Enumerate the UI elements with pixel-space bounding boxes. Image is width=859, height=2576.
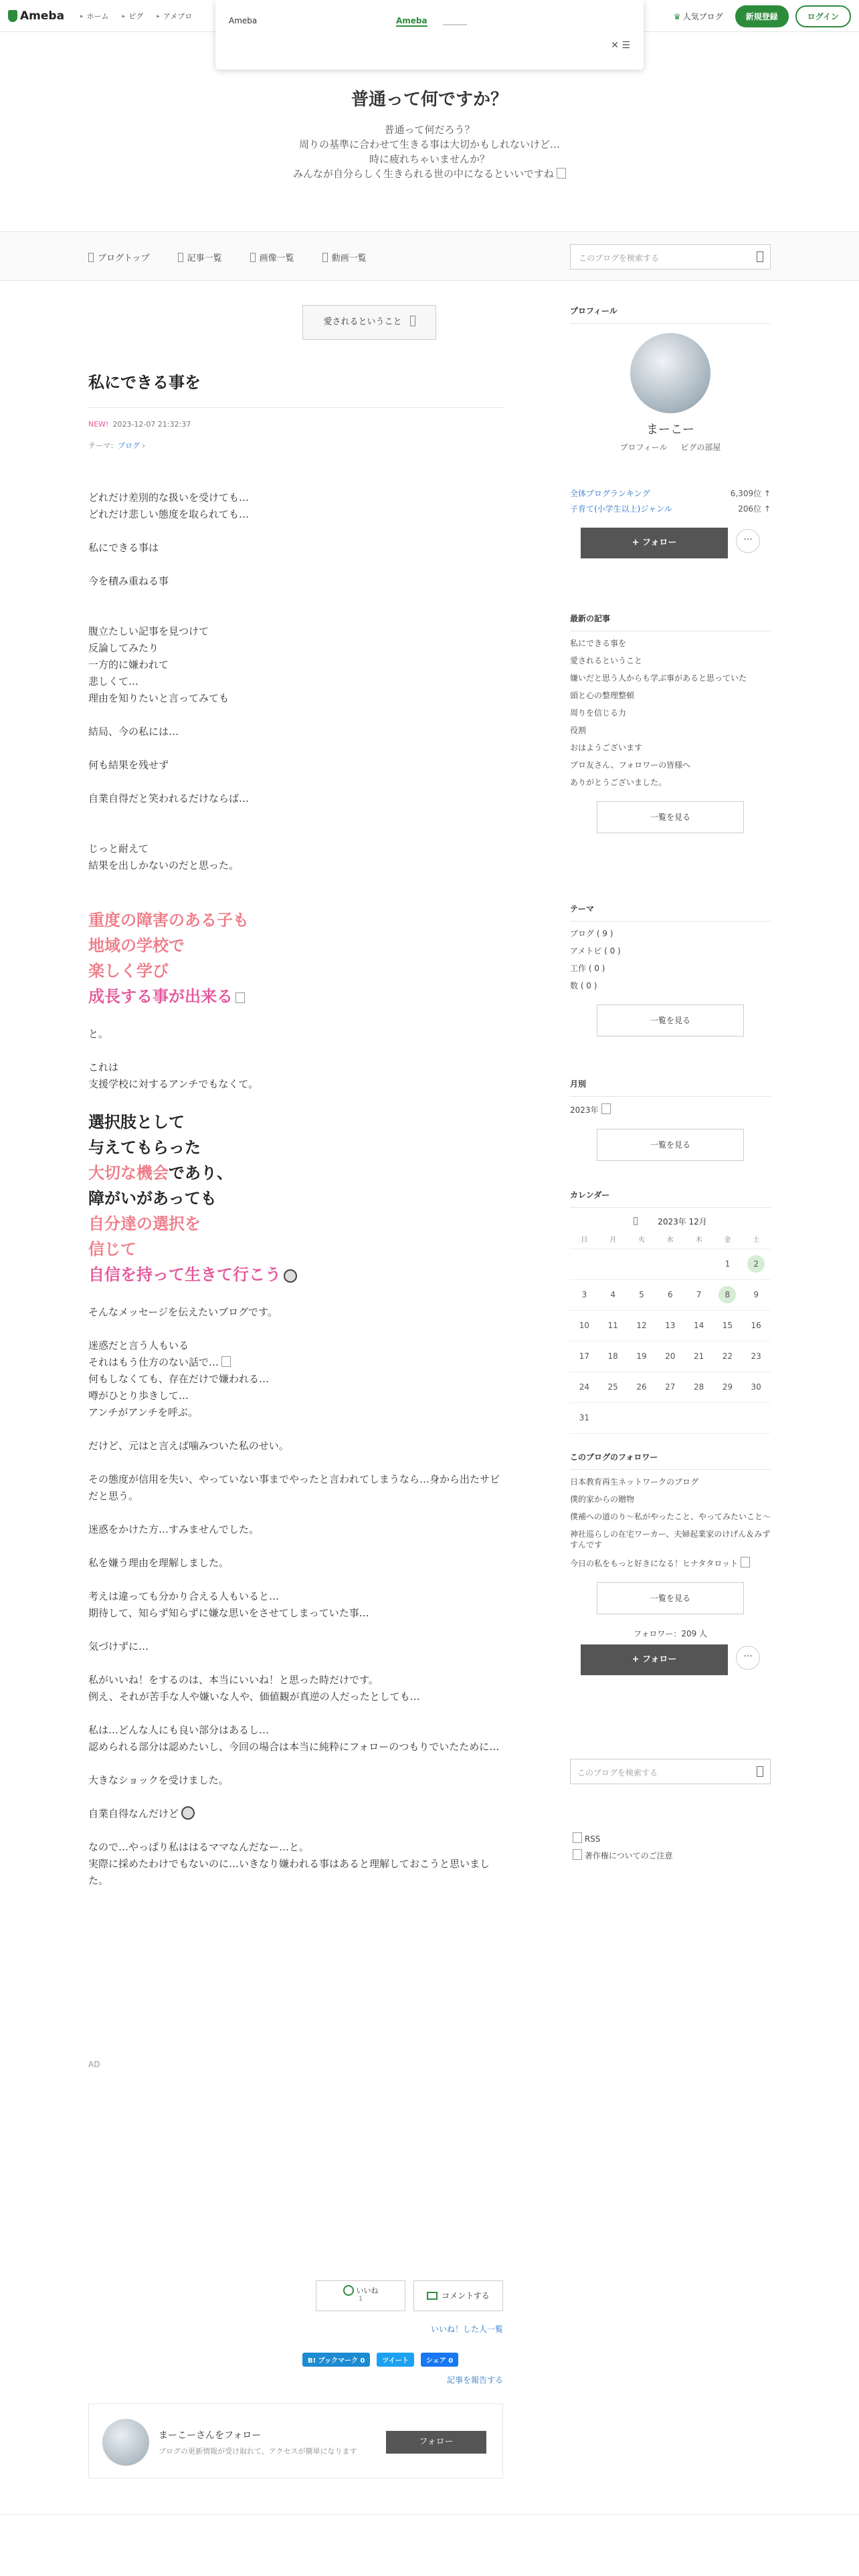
calendar-heading: カレンダー <box>570 1189 771 1208</box>
post-highlight-line: 自信を持って生きて行こう <box>88 1262 503 1287</box>
post-line: 理由を知りたいと言ってみても <box>88 692 229 704</box>
post-line: 結局、今の私には… <box>88 726 179 738</box>
post-line: 期待して、知らず知らずに嫌な思いをさせてしまっていた事… <box>88 1607 369 1619</box>
blog-description-line: 普通って何だろう？ <box>384 124 475 136</box>
theme-section <box>570 903 771 1037</box>
weekday: 水 <box>666 1237 674 1244</box>
post-line: じっと耐えて <box>88 843 149 855</box>
ameba-logo[interactable] <box>8 9 64 23</box>
close-icon[interactable]: ✕ ☰ <box>611 40 630 51</box>
tweet-button[interactable]: ツイート <box>377 2353 414 2367</box>
post-line: 腹立たしい記事を見つけて <box>88 625 209 637</box>
ranking-row <box>570 503 771 514</box>
post-line: 私は…どんな人にも良い部分はあるし… <box>88 1724 270 1736</box>
calendar-day: 14 <box>693 1321 704 1330</box>
post-theme-link[interactable]: ブログ <box>118 441 140 450</box>
like-list-link[interactable]: いいね！した人一覧 <box>430 2325 503 2334</box>
calendar-day: 20 <box>665 1352 676 1361</box>
dropdown-label: Ameba <box>229 16 258 25</box>
calendar-day <box>628 1249 656 1279</box>
top-right-actions <box>674 5 851 27</box>
report-article-link[interactable]: 記事を報告する <box>446 2375 503 2385</box>
rss-icon <box>573 1832 582 1843</box>
profile-links <box>570 441 771 453</box>
calendar-day: 23 <box>751 1352 761 1361</box>
blog-description-line: 周りの基準に合わせて生きる事は大切かもしれないけど… <box>298 138 560 150</box>
calendar-day: 24 <box>579 1382 590 1392</box>
calendar-day: 1 <box>725 1259 731 1269</box>
post-line: 実際に採めたわけでもないのに…いきなり嫌われる事はあると理解しておこうと思いました。 <box>88 1858 490 1887</box>
popular-label: 人気ブログ <box>682 12 723 21</box>
post-bold-line: 与えてもらった <box>88 1138 201 1157</box>
calendar-day: 18 <box>607 1352 618 1361</box>
subnav-images[interactable]: 画像一覧 <box>250 251 294 263</box>
weekday: 木 <box>695 1237 702 1244</box>
recent-post-link[interactable]: プロ友さん、フォロワーの皆様へ <box>570 760 691 770</box>
sidebar-follow-row <box>570 1644 771 1675</box>
post-line: 悲しくて… <box>88 675 139 687</box>
follow-card-subtitle: ブログの更新情報が受け取れて、アクセスが簡単になります <box>159 2447 357 2456</box>
calendar-day <box>599 1403 628 1433</box>
new-badge: NEW! <box>88 420 109 429</box>
calendar-week <box>570 1280 771 1311</box>
chevron-icon <box>601 1103 611 1114</box>
calendar-body <box>570 1249 771 1434</box>
follow-card-button[interactable]: フォロー <box>386 2431 486 2454</box>
recent-posts-section <box>570 613 771 833</box>
logo-text: Ameba <box>20 9 65 23</box>
calendar-day <box>599 1249 628 1279</box>
month-heading: 月別 <box>570 1078 771 1097</box>
calendar-day: 12 <box>636 1321 647 1330</box>
post-line: 私がいいね！をするのは、本当にいいね！と思った時だけです。 <box>88 1674 379 1686</box>
profile-heading: プロフィール <box>570 305 771 324</box>
post-bold-line: 選択肢として <box>88 1113 185 1132</box>
post-highlight-line: 地域の学校で <box>88 936 185 955</box>
post-line: 何も結果を残せず <box>88 759 169 771</box>
subnav-articles[interactable]: 記事一覧 <box>178 251 222 263</box>
dropdown-underline <box>443 24 467 25</box>
profile-link[interactable]: プロフィール <box>619 443 668 452</box>
post-theme: テーマ：ブログ › <box>88 441 145 450</box>
calendar-week <box>570 1311 771 1341</box>
calendar-day: 26 <box>636 1382 647 1392</box>
calendar-day <box>684 1403 713 1433</box>
post-line: 例え、それが苦手な人や嫌いな人や、価値観が真逆の人だったとしても… <box>88 1691 420 1703</box>
top-nav-pigg[interactable]: ▶ ピグ <box>122 11 144 21</box>
post-line: 私を嫌う理由を理解しました。 <box>88 1557 229 1569</box>
recent-post-link[interactable]: 愛されるということ <box>570 656 643 665</box>
weekday: 日 <box>581 1237 588 1244</box>
theme-link[interactable]: ブログ ( 9 ) <box>570 929 613 938</box>
recent-post-link[interactable]: 私にできる事を <box>570 639 627 648</box>
footer-divider <box>0 2514 859 2515</box>
author-avatar[interactable] <box>102 2419 149 2466</box>
calendar-day: 9 <box>753 1290 759 1299</box>
more-icon[interactable]: ··· <box>736 1646 760 1670</box>
monthly-section <box>570 1078 771 1161</box>
rss-link[interactable]: RSS <box>570 1832 771 1844</box>
post-line: どれだけ差別的な扱いを受けても… <box>88 492 250 504</box>
calendar-day: 31 <box>579 1413 590 1422</box>
post-line: 反論してみたり <box>88 642 159 654</box>
post-highlight-line: 重度の障害のある子も <box>88 911 249 930</box>
post-line: 迷惑だと言う人もいる <box>88 1339 189 1352</box>
post-highlight-line: 信じて <box>88 1240 136 1259</box>
post-line: 迷惑をかけた方…すみませんでした。 <box>88 1523 260 1535</box>
post-body <box>88 490 503 1889</box>
post-line: 噂がひとり歩きして… <box>88 1390 189 1402</box>
month-link[interactable]: 2023年 <box>570 1103 771 1115</box>
calendar-title: 2023年 12月 <box>570 1216 771 1227</box>
follow-card-title: まーこーさんをフォロー <box>159 2430 262 2441</box>
post-line: 私にできる事は <box>88 542 159 554</box>
post-line: 結果を出しかないのだと思った。 <box>88 859 240 871</box>
calendar-week <box>570 1403 771 1434</box>
calendar-day: 16 <box>751 1321 761 1330</box>
broken-image-icon <box>221 1356 231 1367</box>
calendar-day: 6 <box>667 1290 673 1299</box>
recent-post-link[interactable]: ありがとうございました。 <box>570 778 667 787</box>
follower-count: フォロワー：209 人 <box>633 1629 708 1638</box>
followers-heading: このブログのフォロワー <box>570 1451 771 1470</box>
reaction-buttons <box>316 2280 503 2311</box>
list-icon <box>178 253 183 262</box>
calendar-day <box>656 1249 684 1279</box>
top-nav-home[interactable]: ▶ ホーム <box>80 11 109 21</box>
comment-button[interactable]: コメントする <box>413 2280 503 2311</box>
calendar-week <box>570 1249 771 1280</box>
sidebar-search <box>570 1759 771 1784</box>
post-line: 支援学校に対するアンチでもなくて。 <box>88 1078 259 1090</box>
broken-image-icon <box>557 168 566 179</box>
post-line: と。 <box>88 1028 109 1040</box>
post-line: どれだけ悲しい態度を取られても… <box>88 508 250 520</box>
calendar-day: 4 <box>610 1290 616 1299</box>
calendar-week <box>570 1372 771 1403</box>
video-icon <box>322 253 328 262</box>
ranking-value: 206位 ↑ <box>738 504 771 514</box>
ameba-logo-icon <box>8 10 17 22</box>
calendar-day[interactable]: 8 <box>713 1280 742 1310</box>
calendar-day: 15 <box>722 1321 733 1330</box>
ad-label: AD <box>88 2060 100 2069</box>
post-highlight-line: 自分達の選択を <box>88 1214 201 1233</box>
recent-heading: 最新の記事 <box>570 613 771 631</box>
calendar-day: 29 <box>722 1382 733 1392</box>
calendar-day: 25 <box>607 1382 618 1392</box>
login-button[interactable]: ログイン <box>795 5 851 27</box>
subnav-videos[interactable]: 動画一覧 <box>322 251 367 263</box>
calendar-day <box>570 1249 599 1279</box>
profile-avatar[interactable] <box>630 333 710 413</box>
follow-button[interactable]: + フォロー <box>581 1644 728 1675</box>
post-bold-line: 障がいがあっても <box>88 1189 217 1208</box>
blog-title[interactable]: 普通って何ですか？ <box>351 90 508 110</box>
more-icon[interactable]: ··· <box>736 529 760 553</box>
theme-more-button[interactable]: 一覧を見る <box>597 1004 744 1037</box>
follower-link[interactable]: 僕的家からの贈物 <box>570 1495 635 1504</box>
theme-link[interactable]: アメトピ ( 0 ) <box>570 946 621 956</box>
hatena-bookmark-button[interactable]: B! ブックマーク 0 <box>302 2353 370 2367</box>
smile-emoji-icon <box>284 1269 297 1283</box>
post-line: 自業自得だと笑われるだけならば… <box>88 792 250 804</box>
broken-image-icon <box>741 1557 750 1568</box>
facebook-share-button[interactable]: シェア 0 <box>421 2353 458 2367</box>
calendar-day <box>628 1403 656 1433</box>
post-line: 認められる部分は認めたいし、今回の場合は本当に純粋にフォローのつもりでいたために… <box>88 1741 500 1753</box>
calendar-day <box>713 1403 742 1433</box>
blog-description-line: みんなが自分らしく生きられる世の中になるといいですね <box>0 167 859 181</box>
follow-button[interactable]: + フォロー <box>581 528 728 558</box>
post-line: 考えは違っても分かり合える人もいると… <box>88 1590 280 1602</box>
ranking-label[interactable]: 全体ブログランキング <box>570 489 650 498</box>
blog-header <box>0 86 859 181</box>
recent-post-link[interactable]: おはようございます <box>570 743 643 752</box>
dropdown-panel <box>215 0 644 70</box>
like-button[interactable]: いいね 1 <box>316 2280 405 2311</box>
image-icon <box>250 253 256 262</box>
top-nav <box>80 11 192 21</box>
top-nav-ameblo[interactable]: ▶ アメブロ <box>157 11 192 21</box>
like-icon <box>343 2285 354 2296</box>
calendar-day: 5 <box>639 1290 644 1299</box>
sidebar-footer-links <box>570 1832 771 1861</box>
calendar-day: 30 <box>751 1382 761 1392</box>
post-line: 今を積み重ねる事 <box>88 575 169 587</box>
home-icon <box>88 253 94 262</box>
weekday: 月 <box>609 1237 617 1244</box>
calendar-day: 19 <box>636 1352 647 1361</box>
popular-blog-link[interactable] <box>674 11 723 22</box>
post-line: だけど、元はと言えば噛みついた私のせい。 <box>88 1440 289 1452</box>
month-more-button[interactable]: 一覧を見る <box>597 1129 744 1161</box>
blog-description-line: 時に疲れちゃいませんか？ <box>369 153 490 165</box>
calendar-week <box>570 1341 771 1372</box>
calendar-day <box>742 1403 771 1433</box>
recent-post-link[interactable]: 役割 <box>570 726 587 735</box>
post-line: 大きなショックを受けました。 <box>88 1774 229 1786</box>
post-title[interactable]: 私にできる事を <box>88 369 503 408</box>
broken-image-icon <box>235 992 245 1003</box>
profile-name[interactable]: まーこー <box>646 423 694 437</box>
post-highlight-line: 成長する事が出来る <box>88 984 503 1009</box>
calendar-day <box>684 1249 713 1279</box>
calendar-day: 21 <box>693 1352 704 1361</box>
recent-post-link[interactable]: 周りを信じる力 <box>570 708 627 718</box>
post-line: そんなメッセージを伝えたいブログです。 <box>88 1306 278 1318</box>
weekday: 火 <box>638 1237 645 1244</box>
prev-post-link[interactable]: 愛されるということ <box>302 305 436 340</box>
dropdown-link[interactable]: Ameba <box>396 16 427 25</box>
post-meta <box>88 420 191 429</box>
calendar-day: 10 <box>579 1321 590 1330</box>
follower-link[interactable]: 僕補への道のり〜私がやったこと、やってみたいこと〜 <box>570 1512 771 1521</box>
post-line: 一方的に嫌われて <box>88 659 169 671</box>
document-icon <box>573 1849 582 1860</box>
follow-card <box>88 2403 503 2478</box>
post-line: これは <box>88 1061 119 1073</box>
post-line: 気づけずに… <box>88 1640 149 1652</box>
followers-more-button[interactable]: 一覧を見る <box>597 1582 744 1614</box>
post-line: それはもう仕方のない話で… <box>88 1354 503 1371</box>
ranking-row <box>570 488 771 499</box>
post-highlight-line: 楽しく学び <box>88 962 169 980</box>
weekday: 金 <box>724 1237 731 1244</box>
calendar-section <box>570 1189 771 1434</box>
crown-icon: ♛ <box>673 12 681 21</box>
blog-description <box>0 122 859 181</box>
ranking-label[interactable]: 子育て(小学生以上)ジャンル <box>570 504 672 514</box>
calendar-weekdays <box>570 1232 771 1249</box>
post-line: 自業自得なんだけど <box>88 1806 503 1822</box>
profile-follow-row <box>570 528 771 558</box>
sidebar-search-input[interactable]: このブログを検索する <box>570 1759 771 1784</box>
recent-post-link[interactable]: 頭と心の整理整頓 <box>570 691 635 700</box>
post-line: その態度が信用を失い、やっていない事までやったと言われてしまうなら…身から出たサビだと思う。 <box>88 1473 500 1502</box>
chevron-right-icon <box>410 316 415 326</box>
ranking-list <box>570 488 771 514</box>
comment-icon <box>427 2292 438 2300</box>
like-count: 1 <box>359 2296 363 2302</box>
follower-link[interactable]: 今日の私をもっと好きになる！ヒナタタロット <box>570 1557 771 1569</box>
share-buttons <box>302 2353 458 2367</box>
follower-link[interactable]: 日本教育再生ネットワークのブログ <box>570 1477 699 1487</box>
search-icon[interactable] <box>757 251 763 262</box>
subnav-blog-top[interactable]: ブログトップ <box>88 251 150 263</box>
post-line: 何もしなくても、存在だけで嫌われる… <box>88 1373 270 1385</box>
recent-post-link[interactable]: 嫌いだと思う人からも学ぶ事があると思っていた <box>570 673 747 683</box>
blog-search-input[interactable]: このブログを検索する <box>570 244 771 270</box>
calendar-day: 17 <box>579 1352 590 1361</box>
theme-heading: テーマ <box>570 903 771 922</box>
blog-subnav <box>0 231 859 281</box>
recent-more-button[interactable]: 一覧を見る <box>597 801 744 833</box>
post-date: 2023-12-07 21:32:37 <box>112 420 191 429</box>
prev-month-icon[interactable] <box>634 1217 638 1225</box>
calendar-day <box>656 1403 684 1433</box>
weekday: 土 <box>753 1237 760 1244</box>
post-bold-line: 大切な機会であり、 <box>88 1164 233 1182</box>
calendar-day: 3 <box>581 1290 587 1299</box>
calendar-day: 27 <box>665 1382 676 1392</box>
calendar-day: 22 <box>722 1352 733 1361</box>
followers-section <box>570 1451 771 1675</box>
signup-button[interactable]: 新規登録 <box>735 5 789 27</box>
calendar-day: 11 <box>607 1321 618 1330</box>
pigg-room-link[interactable]: ピグの部屋 <box>680 443 721 452</box>
post-line: アンチがアンチを呼ぶ。 <box>88 1406 199 1418</box>
ranking-value: 6,309位 ↑ <box>730 489 771 498</box>
calendar-day: 13 <box>665 1321 676 1330</box>
theme-link[interactable]: 工作 ( 0 ) <box>570 964 605 973</box>
face-emoji-icon <box>181 1806 195 1820</box>
profile-section <box>570 305 771 558</box>
copyright-link[interactable]: 著作権についてのご注意 <box>570 1849 771 1861</box>
theme-link[interactable]: 数 ( 0 ) <box>570 981 597 990</box>
calendar-day: 7 <box>696 1290 702 1299</box>
follower-link[interactable]: 神社巡らしの在宅ワーカー、夫婦起業家のけげん＆みずすんです <box>570 1529 771 1549</box>
search-icon[interactable] <box>757 1766 763 1777</box>
calendar-day[interactable]: 2 <box>742 1249 771 1279</box>
calendar-day: 28 <box>693 1382 704 1392</box>
post-line: なので…やっぱり私ははるママなんだなー…と。 <box>88 1841 310 1853</box>
